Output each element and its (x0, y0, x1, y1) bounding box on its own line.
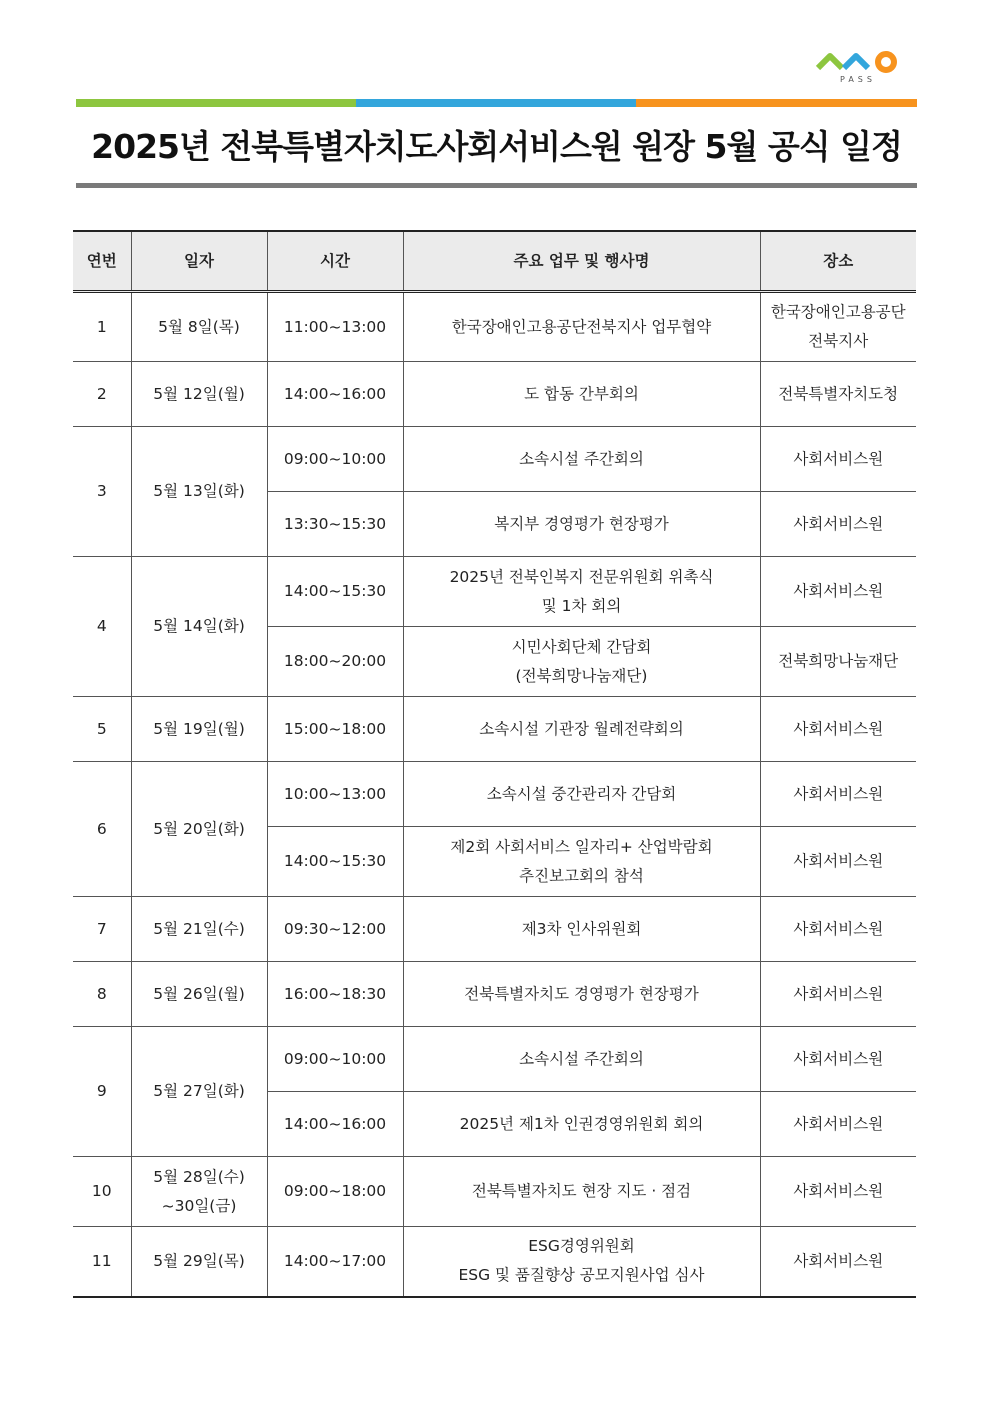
row-date-line: 5월 20일(화) (153, 819, 245, 838)
row-date-line: 5월 19일(월) (153, 719, 245, 738)
row-place (760, 1027, 916, 1092)
row-place (760, 627, 916, 697)
row-place-line: 사회서비스원 (793, 1049, 884, 1068)
table-row (73, 292, 916, 362)
header-place: 장소 (760, 231, 916, 292)
row-event-line: 소속시설 중간관리자 간담회 (486, 784, 677, 803)
row-place-line: 사회서비스원 (793, 1182, 884, 1200)
row-place (760, 1092, 916, 1157)
header-date: 일자 (131, 231, 267, 292)
row-time: 14:00~16:00 (267, 362, 403, 427)
row-place-line: 전북지사 (808, 332, 869, 350)
row-date-line: ~30일(금) (161, 1196, 237, 1215)
row-place-line: 사회서비스원 (793, 852, 884, 870)
header-event: 주요 업무 및 행사명 (403, 231, 760, 292)
row-number: 1 (73, 292, 131, 362)
row-event (403, 1027, 760, 1092)
table-row (73, 1227, 916, 1297)
row-number: 9 (73, 1027, 131, 1157)
row-place (760, 1227, 916, 1297)
row-time: 16:00~18:30 (267, 962, 403, 1027)
row-event (403, 827, 760, 897)
row-event (403, 762, 760, 827)
row-event-line: 한국장애인고용공단전북지사 업무협약 (451, 317, 712, 336)
row-event-line: 소속시설 기관장 월례전략회의 (479, 719, 684, 738)
table-row (73, 362, 916, 427)
header-no: 연번 (73, 231, 131, 292)
row-time: 14:00~15:30 (267, 557, 403, 627)
row-event (403, 557, 760, 627)
row-date (131, 292, 267, 362)
row-event (403, 627, 760, 697)
row-event (403, 427, 760, 492)
header-row (73, 231, 916, 292)
row-time: 09:00~10:00 (267, 1027, 403, 1092)
row-date-line: 5월 21일(수) (153, 919, 245, 938)
row-date-line: 5월 14일(화) (153, 617, 245, 635)
row-time: 09:00~10:00 (267, 427, 403, 492)
row-place (760, 557, 916, 627)
row-place-line: 사회서비스원 (793, 1251, 884, 1270)
schedule-body (73, 292, 916, 1297)
pass-logo (812, 48, 908, 92)
row-place (760, 362, 916, 427)
table-row (73, 1027, 916, 1092)
row-event (403, 697, 760, 762)
row-date (131, 427, 267, 557)
row-date-line: 5월 13일(화) (153, 482, 245, 500)
row-date-line: 5월 26일(월) (153, 984, 245, 1003)
row-event-line: (전북희망나눔재단) (515, 666, 648, 685)
row-time: 14:00~15:30 (267, 827, 403, 897)
row-date (131, 697, 267, 762)
row-date-line: 5월 28일(수) (153, 1167, 245, 1186)
row-date (131, 1227, 267, 1297)
row-event-line: 전북특별자치도 경영평가 현장평가 (464, 984, 699, 1003)
row-event-line: 제2회 사회서비스 일자리+ 산업박람회 (450, 837, 713, 856)
row-date (131, 1027, 267, 1157)
row-place-line: 전북특별자치도청 (778, 384, 899, 403)
row-place-line: 한국장애인고용공단 (770, 303, 906, 321)
schedule-table (73, 230, 916, 1298)
row-time: 14:00~17:00 (267, 1227, 403, 1297)
row-event-line: 추진보고회의 참석 (519, 866, 644, 885)
pass-logo-mark-icon (812, 48, 904, 74)
row-event (403, 1092, 760, 1157)
row-number: 6 (73, 762, 131, 897)
table-row (73, 557, 916, 627)
page-title: 2025년 전북특별자치도사회서비스원 원장 5월 공식 일정 (91, 127, 902, 166)
row-place-line: 사회서비스원 (793, 784, 884, 803)
row-event-line: ESG경영위원회 (528, 1237, 635, 1256)
row-number: 3 (73, 427, 131, 557)
table-row (73, 1157, 916, 1227)
row-place (760, 492, 916, 557)
row-place-line: 사회서비스원 (793, 514, 884, 533)
row-date (131, 962, 267, 1027)
row-date (131, 362, 267, 427)
row-place (760, 897, 916, 962)
row-event (403, 362, 760, 427)
row-time: 10:00~13:00 (267, 762, 403, 827)
row-time: 18:00~20:00 (267, 627, 403, 697)
row-time: 09:00~18:00 (267, 1157, 403, 1227)
row-place-line: 사회서비스원 (793, 1114, 884, 1133)
row-date-line: 5월 27일(화) (153, 1082, 245, 1100)
row-event-line: 및 1차 회의 (541, 596, 622, 615)
row-time: 15:00~18:00 (267, 697, 403, 762)
row-number: 8 (73, 962, 131, 1027)
row-event (403, 1227, 760, 1297)
row-event-line: 제3차 인사위원회 (521, 919, 642, 938)
row-place-line: 사회서비스원 (793, 919, 884, 938)
row-number: 2 (73, 362, 131, 427)
row-place-line: 전북희망나눔재단 (778, 652, 899, 670)
row-time: 09:30~12:00 (267, 897, 403, 962)
row-time: 14:00~16:00 (267, 1092, 403, 1157)
table-row (73, 697, 916, 762)
row-place (760, 1157, 916, 1227)
row-event (403, 492, 760, 557)
row-number: 7 (73, 897, 131, 962)
row-number: 4 (73, 557, 131, 697)
row-event-line: 소속시설 주간회의 (519, 449, 644, 468)
row-number: 5 (73, 697, 131, 762)
row-event-line: 복지부 경영평가 현장평가 (494, 514, 669, 533)
row-event-line: 전북특별자치도 현장 지도 · 점검 (471, 1182, 692, 1200)
row-event-line: ESG 및 품질향상 공모지원사업 심사 (458, 1266, 705, 1285)
row-time: 13:30~15:30 (267, 492, 403, 557)
row-place-line: 사회서비스원 (793, 984, 884, 1003)
row-number: 11 (73, 1227, 131, 1297)
row-number: 10 (73, 1157, 131, 1227)
row-event (403, 897, 760, 962)
row-event (403, 962, 760, 1027)
row-place (760, 292, 916, 362)
header-bar-orange (636, 99, 917, 107)
table-row (73, 897, 916, 962)
row-time: 11:00~13:00 (267, 292, 403, 362)
table-row (73, 427, 916, 492)
row-date-line: 5월 29일(목) (153, 1251, 245, 1270)
title-divider (76, 183, 917, 188)
row-place-line: 사회서비스원 (793, 449, 884, 468)
row-event-line: 시민사회단체 간담회 (511, 637, 652, 656)
header-bar-green (76, 99, 356, 107)
row-place-line: 사회서비스원 (793, 582, 884, 600)
table-row (73, 762, 916, 827)
row-place (760, 762, 916, 827)
row-event-line: 소속시설 주간회의 (519, 1049, 644, 1068)
header-time: 시간 (267, 231, 403, 292)
logo-text: PASS (840, 75, 876, 84)
table-row (73, 962, 916, 1027)
row-event-line: 2025년 전북인복지 전문위원회 위촉식 (449, 567, 714, 586)
row-event-line: 도 합동 간부회의 (524, 384, 639, 403)
header-bar-blue (356, 99, 636, 107)
row-date-line: 5월 8일(목) (158, 317, 240, 336)
row-date (131, 762, 267, 897)
row-date (131, 897, 267, 962)
row-event-line: 2025년 제1차 인권경영위원회 회의 (459, 1114, 704, 1133)
row-place (760, 697, 916, 762)
row-date (131, 1157, 267, 1227)
row-place (760, 827, 916, 897)
row-event (403, 292, 760, 362)
row-place (760, 962, 916, 1027)
row-date (131, 557, 267, 697)
row-event (403, 1157, 760, 1227)
row-place (760, 427, 916, 492)
row-place-line: 사회서비스원 (793, 719, 884, 738)
row-date-line: 5월 12일(월) (153, 384, 245, 403)
